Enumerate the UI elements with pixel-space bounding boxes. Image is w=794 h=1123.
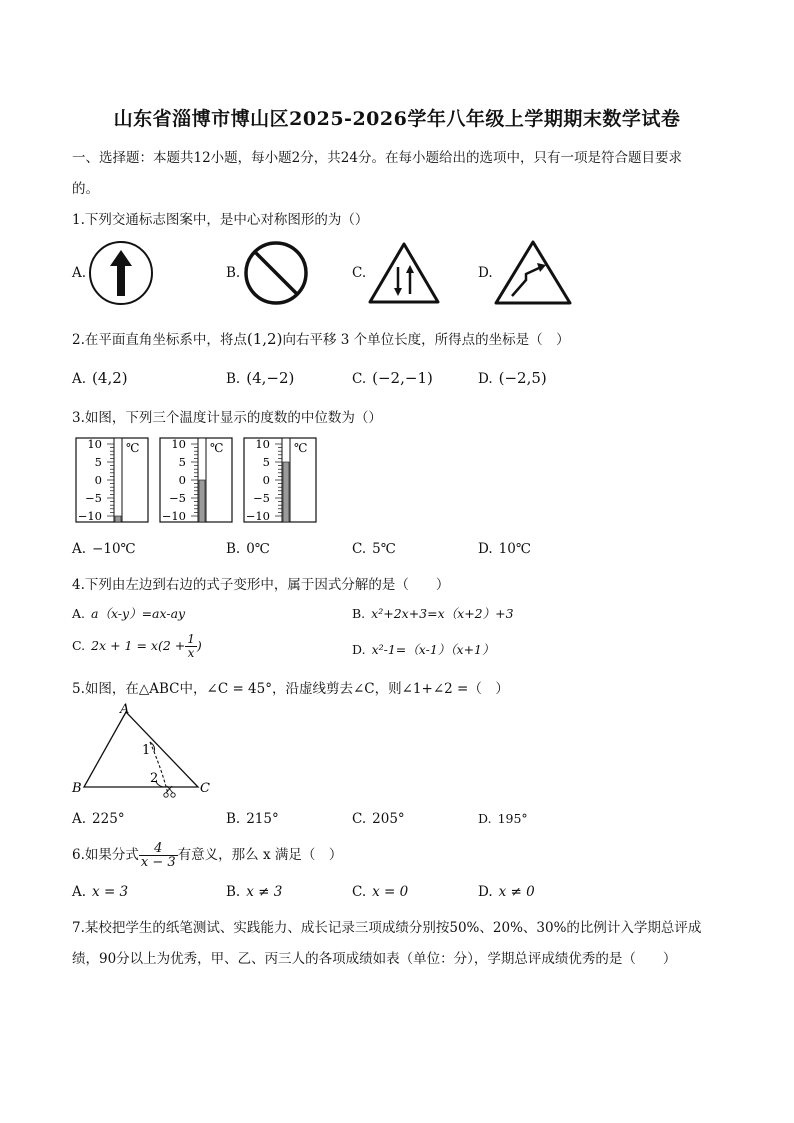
q7-stem: 7.某校把学生的纸笔测试、实践能力、成长记录三项成绩分别按50%、20%、30%的比例计入学期总评成 bbox=[72, 920, 702, 936]
section-heading-cont: 的。 bbox=[72, 181, 99, 197]
q6-fraction: $\frac{4}{x - 3}$ bbox=[140, 841, 176, 870]
q3-option-b: B. 0℃ bbox=[226, 541, 270, 557]
scale-label: 5 bbox=[262, 455, 270, 469]
q1-option-a-label: A. bbox=[72, 265, 87, 281]
angle-2-label: 2 bbox=[150, 771, 159, 786]
scale-label: −5 bbox=[85, 491, 102, 505]
q6-stem: 6.如果分式 $\frac{4}{x - 3}$ 有意义，那么 x 满足（ ） bbox=[72, 841, 343, 870]
vertex-a-label: A bbox=[120, 702, 130, 717]
scale-label: −5 bbox=[169, 491, 186, 505]
arrow-up-sign-icon bbox=[88, 240, 154, 306]
q6-option-a: A. x = 3 bbox=[72, 884, 129, 900]
section-heading: 一、选择题：本题共12小题，每小题2分，共24分。在每小题给出的选项中，只有一项是符合题目要求 bbox=[72, 150, 682, 166]
q7-stem-cont: 绩，90分以上为优秀，甲、乙、丙三人的各项成绩如表（单位：分），学期总评成绩优秀的是（ ） bbox=[72, 951, 677, 967]
scale-label: −10 bbox=[245, 509, 270, 523]
scale-label: 5 bbox=[94, 455, 102, 469]
scale-label: −10 bbox=[161, 509, 186, 523]
q2-option-a: A. (4,2) bbox=[72, 369, 128, 387]
mercury-level bbox=[283, 462, 289, 522]
q2-option-b: B. (4,−2) bbox=[226, 369, 295, 387]
q2-stem-part1: 2.在平面直角坐标系中，将点 bbox=[72, 332, 247, 348]
q6-option-b: B. x ≠ 3 bbox=[226, 884, 283, 900]
q3-option-d: D. 10℃ bbox=[478, 541, 531, 557]
thermometer bbox=[244, 437, 316, 523]
scale-label: 0 bbox=[178, 473, 186, 487]
scale-label: −10 bbox=[77, 509, 102, 523]
q3-option-a: A. −10℃ bbox=[72, 541, 136, 557]
unit-label: ℃ bbox=[126, 441, 140, 455]
triangle-figure bbox=[70, 702, 220, 802]
scale-label: −5 bbox=[253, 491, 270, 505]
q4-option-d: D. x²-1=（x-1）（x+1） bbox=[352, 642, 495, 657]
vertex-c-label: C bbox=[200, 781, 210, 796]
q3-option-c: C. 5℃ bbox=[352, 541, 396, 557]
q5-option-c: C. 205° bbox=[352, 811, 405, 827]
scale-label: 10 bbox=[87, 437, 102, 451]
page-title: 山东省淄博市博山区2025-2026学年八年级上学期期末数学试卷 bbox=[113, 108, 681, 130]
q5-stem: 5.如图，在△ABC中，∠C = 45°，沿虚线剪去∠C，则∠1+∠2 =（ ） bbox=[72, 681, 509, 697]
q4-c-fraction: $\frac{1}{x}$ bbox=[187, 632, 195, 660]
mercury-level bbox=[199, 480, 205, 522]
q1-option-b-label: B. bbox=[226, 265, 241, 281]
vertex-b-label: B bbox=[72, 781, 82, 796]
q5-option-d: D. 195° bbox=[478, 811, 528, 826]
q4-option-a: A. a（x-y）=ax-ay bbox=[72, 606, 186, 621]
angle-1-label: 1 bbox=[142, 743, 151, 758]
mercury-level bbox=[115, 516, 121, 522]
q1-option-c-label: C. bbox=[352, 265, 367, 281]
thermometer bbox=[76, 437, 148, 523]
unit-label: ℃ bbox=[210, 441, 224, 455]
scale-label: 10 bbox=[171, 437, 186, 451]
scale-label: 10 bbox=[255, 437, 270, 451]
scale-label: 5 bbox=[178, 455, 186, 469]
q1-option-d-label: D. bbox=[478, 265, 493, 281]
q6-option-c: C. x = 0 bbox=[352, 884, 409, 900]
q5-option-a: A. 225° bbox=[72, 811, 125, 827]
thermometers-figure bbox=[72, 436, 322, 526]
q2-stem-part2: 向右平移 3 个单位长度，所得点的坐标是（ ） bbox=[282, 332, 570, 348]
q5-option-b: B. 215° bbox=[226, 811, 279, 827]
q3-stem: 3.如图，下列三个温度计显示的度数的中位数为（） bbox=[72, 410, 382, 426]
q2-option-c: C. (−2,−1) bbox=[352, 369, 433, 387]
scissors-icon bbox=[164, 786, 175, 797]
q2-option-d: D. (−2,5) bbox=[478, 369, 547, 387]
q2-stem bbox=[72, 328, 570, 348]
unit-label: ℃ bbox=[294, 441, 308, 455]
thermometer bbox=[160, 437, 232, 523]
q4-option-b: B. x²+2x+3=x（x+2）+3 bbox=[352, 606, 514, 621]
two-way-traffic-sign-icon bbox=[368, 242, 440, 304]
q4-stem: 4.下列由左边到右边的式子变形中，属于因式分解的是（ ） bbox=[72, 577, 450, 593]
q4-option-c: C. 2x + 1 = x(2 + $\frac{1}{x}$ ) bbox=[72, 632, 202, 660]
no-entry-slash-sign-icon bbox=[242, 240, 310, 306]
scale-label: 0 bbox=[262, 473, 270, 487]
q1-stem: 1.下列交通标志图案中，是中心对称图形的为（） bbox=[72, 212, 369, 228]
q6-option-d: D. x ≠ 0 bbox=[478, 884, 535, 900]
curve-arrow-warning-sign-icon bbox=[494, 240, 572, 306]
q2-point: (1,2) bbox=[246, 330, 283, 348]
scale-label: 0 bbox=[94, 473, 102, 487]
